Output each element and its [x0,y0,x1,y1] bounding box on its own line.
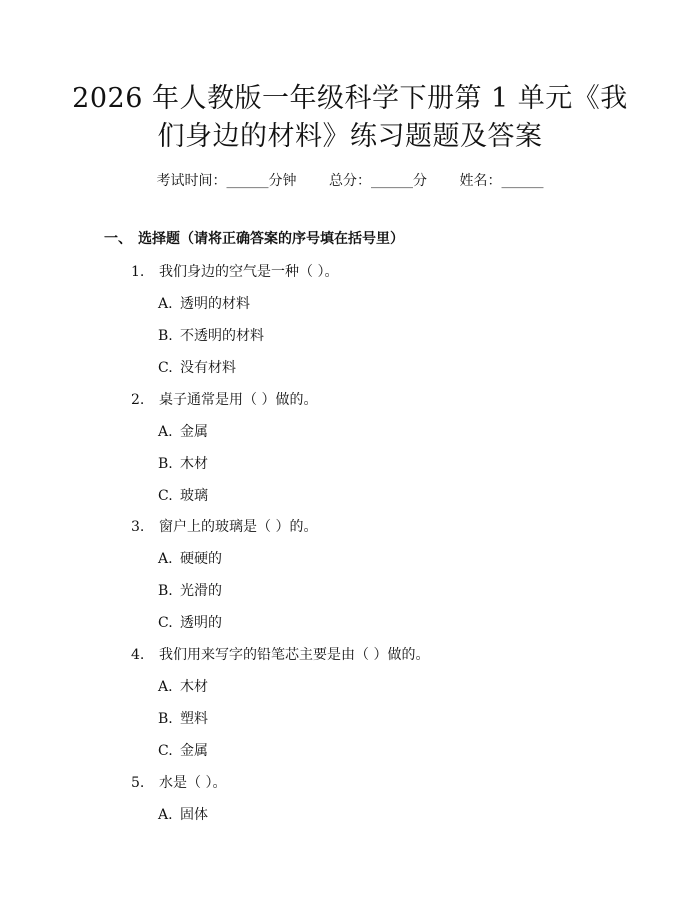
option-text: 玻璃 [180,488,208,504]
section-heading [104,228,404,248]
question-text: 桌子通常是用（ ）做的。 [159,392,318,408]
option-text: 光滑的 [180,583,222,599]
question-number: 3. [131,519,145,535]
option-letter: B. [158,583,173,599]
question-text: 水是（ ）。 [159,775,227,791]
option-text: 透明的材料 [180,296,250,312]
question-number: 1. [131,264,145,280]
question-number: 2. [131,392,145,408]
question-5 [131,772,226,792]
option-text: 木材 [180,679,208,695]
option-letter: A. [158,424,173,440]
option-letter: C. [158,360,173,376]
question-2-option-a [158,421,208,441]
title-line-2: 们身边的材料》练习题题及答案 [157,121,543,152]
option-letter: A. [158,551,173,567]
option-letter: A. [158,679,173,695]
option-text: 硬硬的 [180,551,222,567]
document-title [60,80,640,156]
option-letter: A. [158,807,173,823]
question-4-option-b [158,708,208,728]
question-3 [131,516,317,536]
question-4 [131,644,429,664]
section-number: 一、 [104,231,132,247]
question-3-option-b [158,580,222,600]
question-number: 5. [131,775,145,791]
option-letter: C. [158,488,173,504]
student-name-field: 姓名：______ [459,173,544,189]
option-letter: B. [158,711,173,727]
option-text: 没有材料 [180,360,236,376]
option-text: 金属 [180,424,208,440]
question-2-option-b [158,453,208,473]
exam-time-field: 考试时间：______分钟 [156,173,297,189]
option-text: 木材 [180,456,208,472]
question-1-option-a [158,293,250,313]
option-letter: C. [158,615,173,631]
option-text: 固体 [180,807,208,823]
question-3-option-c [158,612,222,632]
question-3-option-a [158,548,222,568]
option-text: 金属 [180,743,208,759]
section-title: 选择题（请将正确答案的序号填在括号里） [138,231,404,247]
question-2 [131,389,317,409]
question-text: 我们用来写字的铅笔芯主要是由（ ）做的。 [159,647,430,663]
total-score-field: 总分：______分 [329,173,427,189]
question-number: 4. [131,647,145,663]
question-1-option-c [158,357,236,377]
question-text: 窗户上的玻璃是（ ）的。 [159,519,318,535]
question-1 [131,261,338,281]
question-text: 我们身边的空气是一种（ ）。 [159,264,339,280]
option-letter: C. [158,743,173,759]
question-1-option-b [158,325,264,345]
option-letter: B. [158,328,173,344]
option-text: 透明的 [180,615,222,631]
option-text: 不透明的材料 [180,328,264,344]
exam-info-row [0,170,700,190]
title-line-1: 2026 年人教版一年级科学下册第 1 单元《我 [72,83,628,114]
question-4-option-c [158,740,208,760]
option-letter: B. [158,456,173,472]
question-2-option-c [158,485,208,505]
option-text: 塑料 [180,711,208,727]
option-letter: A. [158,296,173,312]
question-5-option-a [158,804,208,824]
question-4-option-a [158,676,208,696]
